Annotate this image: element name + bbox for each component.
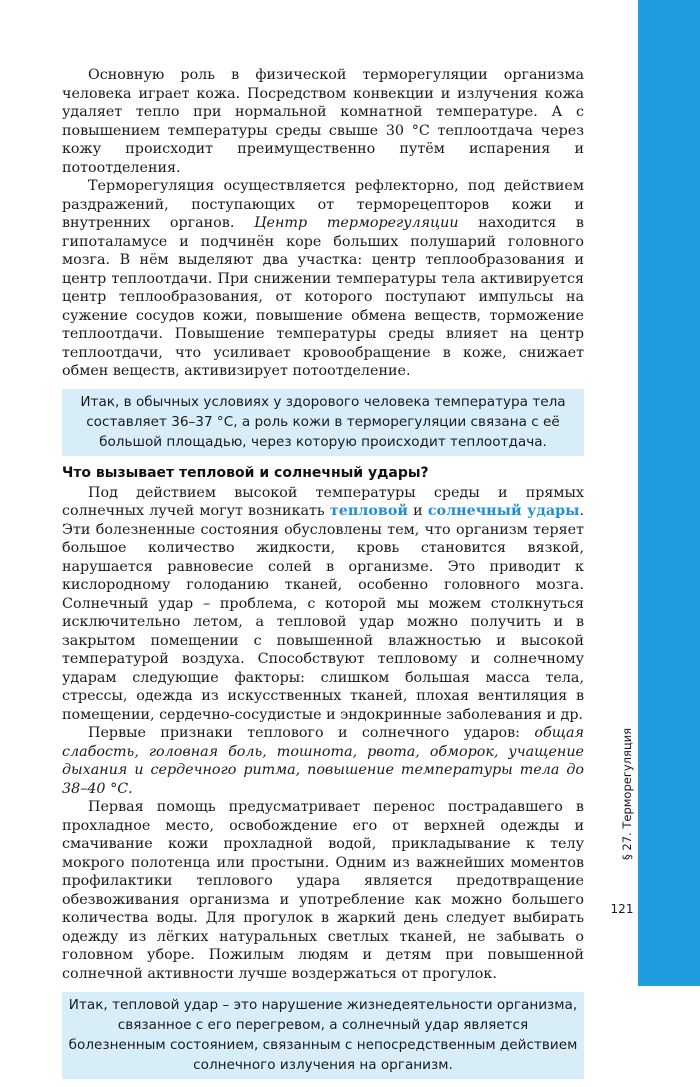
paragraph-first-signs [62, 724, 584, 798]
summary-box-strokes [62, 992, 584, 1079]
page-number: 121 [610, 902, 634, 916]
summary-box-body-temperature [62, 389, 584, 456]
paragraph-reflex-regulation [62, 177, 584, 381]
paragraph-first-aid [62, 798, 584, 983]
paragraph-text: находится в гипоталамусе и подчинён коре больших полушарий головного мозга. В нём выделяют два участка: центр теплообразования и центр теплоотдачи. При снижении температуры тела активируется центр теплообразования, от которого поступают импульсы на сужение сосудов кожи, повышение обмена веществ, торможение теплоотдачи. Повышение температуры среды влияет на центр теплоотдачи, что усиливает кровообращение в коже, снижает обмен веществ, активизирует потоотделение. [62, 215, 584, 379]
italic-symptoms: общая слабость, головная боль, тошнота, рвота, обморок, учащение дыхания и сердечного ритма, повышение температуры тела до 38–40 °С. [62, 725, 584, 797]
paragraph-text: и [407, 503, 428, 519]
term-heatstroke: тепловой [329, 503, 408, 519]
page-body [62, 66, 584, 1087]
paragraph-text: . Эти болезненные состояния обусловлены тем, что организм теряет большое количество жидкости, кровь становится вязкой, нарушается равновесие солей в организме. Это приводит к кислородному голоданию тканей, особенно головного мозга. Солнечный удар – проблема, с которой мы можем столкнуться исключительно летом, а тепловой удар можно получить и в закрытом помещении с повышенной влажностью и высокой температурой воздуха. Способствуют тепловому и солнечному ударам следующие факторы: слишком большая масса тела, стрессы, одежда из искусственных тканей, плохая вентиляция в помещении, сердечно-сосудистые и эндокринные заболевания и др. [62, 503, 584, 723]
section-heading: Что вызывает тепловой и солнечный удары? [62, 464, 429, 481]
paragraph-text: Первые признаки теплового и солнечного ударов: [88, 725, 535, 741]
paragraph-text: Первая помощь предусматривает перенос пострадавшего в прохладное место, освобождение его от верхней одежды и смачивание кожи прохладной водой, прикладывание к телу мокрого полотенца или простыни. Одним из важнейших моментов профилактики теплового удара является предотвращение обезвоживания организма и употребление как можно большего количества воды. Для прогулок в жаркий день следует выбирать одежду из лёгких натуральных светлых тканей, не забывать о головном уборе. Пожилым людям и детям при повышенной солнечной активности лучше воздержаться от прогулок. [62, 799, 584, 982]
running-head: § 27. Терморегуляция [620, 727, 634, 860]
paragraph-skin-role [62, 66, 584, 177]
chapter-edge-bar [638, 0, 700, 986]
italic-term-thermoregulation-center: Центр терморегуляции [254, 215, 459, 231]
term-sunstroke: солнечный удары [427, 503, 580, 519]
paragraph-text: Под действием высокой температуры среды и прямых солнечных лучей могут возникать [62, 484, 584, 519]
paragraph-text: Терморегуляция осуществляется рефлекторно, под действием раздражений, поступающих от терморецепторов кожи и внутренних органов. [62, 178, 584, 231]
paragraph-text: Основную роль в физической терморегуляции организма человека играет кожа. Посредством конвекции и излучения кожа удаляет тепло при нормальной комнатной температуре. А с повышением температуры среды свыше 30 °С теплоотдача через кожу происходит преимущественно путём испарения и потоотделения. [62, 67, 584, 176]
paragraph-heat-sunstroke [62, 484, 584, 725]
summary-text: Итак, в обычных условиях у здорового человека температура тела составляет 36–37 °С, а роль кожи в терморегуляции связана с её большой площадью, через которую происходит теплоотдача. [80, 393, 566, 450]
summary-text: Итак, тепловой удар – это нарушение жизнедеятельности организма, связанное с его перегревом, а солнечный удар является болезненным состоянием, связанным с непосредственным действием солнечного излучения на организм. [68, 997, 578, 1073]
